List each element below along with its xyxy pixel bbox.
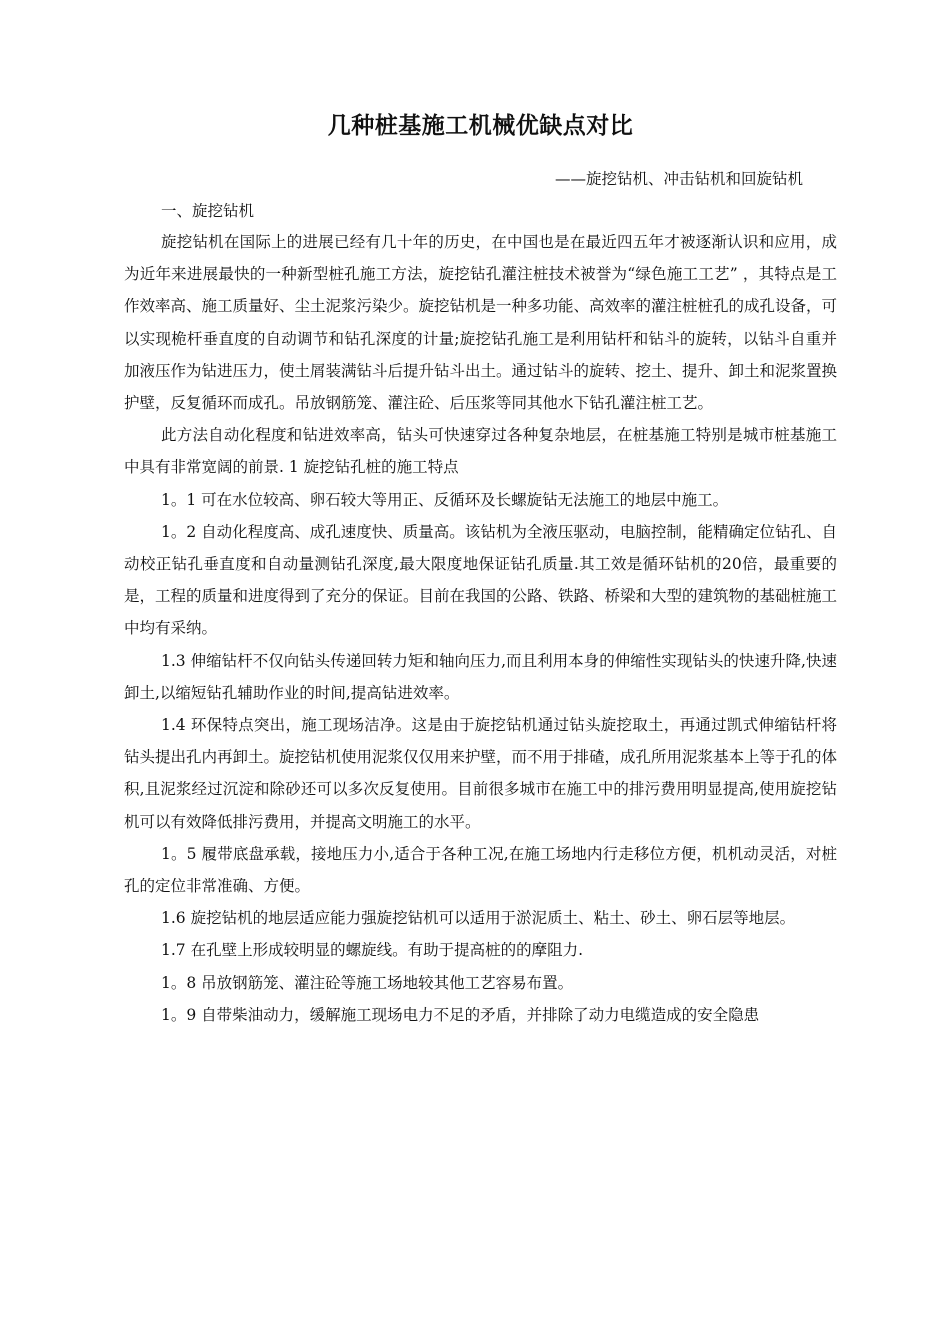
paragraph-feature-1-9: 1。9 自带柴油动力，缓解施工现场电力不足的矛盾，并排除了动力电缆造成的安全隐患 bbox=[161, 1005, 760, 1024]
paragraph-feature-1-8: 1。8 吊放钢筋笼、灌注砼等施工场地较其他工艺容易布置。 bbox=[161, 973, 574, 992]
section-heading: 一、旋挖钻机 bbox=[161, 202, 255, 220]
paragraph-feature-1-1: 1。1 可在水位较高、卵石较大等用正、反循环及长螺旋钻无法施工的地层中施工。 bbox=[161, 490, 729, 509]
paragraph-intro: 旋挖钻机在国际上的进展已经有几十年的历史，在中国也是在最近四五年才被逐渐认识和应用，成为近年来进展最快的一种新型桩孔施工方法，旋挖钻孔灌注桩技术被誉为“绿色施工工艺” ，其特点是工作效率高、施工质量好、尘土泥浆污染少。旋挖钻机是一种多功能、高效率的灌注桩桩孔的成孔设备，可以实现桅杆垂直度的自动调节和钻孔深度的计量;旋挖钻孔施工是利用钻杆和钻斗的旋转，以钻斗自重并加液压作为钻进压力，使土屑装满钻斗后提升钻斗出土。通过钻斗的旋转、挖土、提升、卸土和泥浆置换护壁，反复循环而成孔。吊放钢筋笼、灌注砼、后压浆等同其他水下钻孔灌注桩工艺。 bbox=[124, 233, 838, 413]
paragraph-feature-1-3: 1.3 伸缩钻杆不仅向钻头传递回转力矩和轴向压力,而且利用本身的伸缩性实现钻头的快速升降,快速卸土,以缩短钻孔辅助作业的时间,提高钻进效率。 bbox=[124, 651, 837, 702]
paragraph-feature-1-2: 1。2 自动化程度高、成孔速度快、质量高。该钻机为全液压驱动，电脑控制，能精确定位钻孔、自动校正钻孔垂直度和自动量测钻孔深度,最大限度地保证钻孔质量.其工效是循环钻机的20倍，最重要的是，工程的质量和进度得到了充分的保证。目前在我国的公路、铁路、桥梁和大型的建筑物的基础桩施工中均有采纳。 bbox=[124, 522, 838, 638]
paragraph-feature-1-4: 1.4 环保特点突出，施工现场洁净。这是由于旋挖钻机通过钻头旋挖取土，再通过凯式伸缩钻杆将钻头提出孔内再卸土。旋挖钻机使用泥浆仅仅用来护壁，而不用于排碴，成孔所用泥浆基本上等于孔的体积,且泥浆经过沉淀和除砂还可以多次反复使用。目前很多城市在施工中的排污费用明显提高,使用旋挖钻机可以有效降低排污费用，并提高文明施工的水平。 bbox=[124, 716, 838, 831]
paragraph-feature-1-6: 1.6 旋挖钻机的地层适应能力强旋挖钻机可以适用于淤泥质土、粘土、砂土、卵石层等地层。 bbox=[161, 909, 796, 928]
document-title: 几种桩基施工机械优缺点对比 bbox=[327, 112, 634, 139]
paragraph-feature-1-5: 1。5 履带底盘承载，接地压力小,适合于各种工况,在施工场地内行走移位方便，机机动灵活，对桩孔的定位非常准确、方便。 bbox=[124, 844, 837, 896]
paragraph-prospects: 此方法自动化程度和钻进效率高，钻头可快速穿过各种复杂地层，在桩基施工特别是城市桩基施工中具有非常宽阔的前景. 1 旋挖钻孔桩的施工特点 bbox=[124, 426, 837, 477]
document-subtitle: ——旋挖钻机、冲击钻机和回旋钻机 bbox=[554, 170, 803, 188]
document-page bbox=[124, 108, 837, 1031]
paragraph-feature-1-7: 1.7 在孔壁上形成较明显的螺旋线。有助于提高桩的的摩阻力. bbox=[161, 941, 584, 960]
